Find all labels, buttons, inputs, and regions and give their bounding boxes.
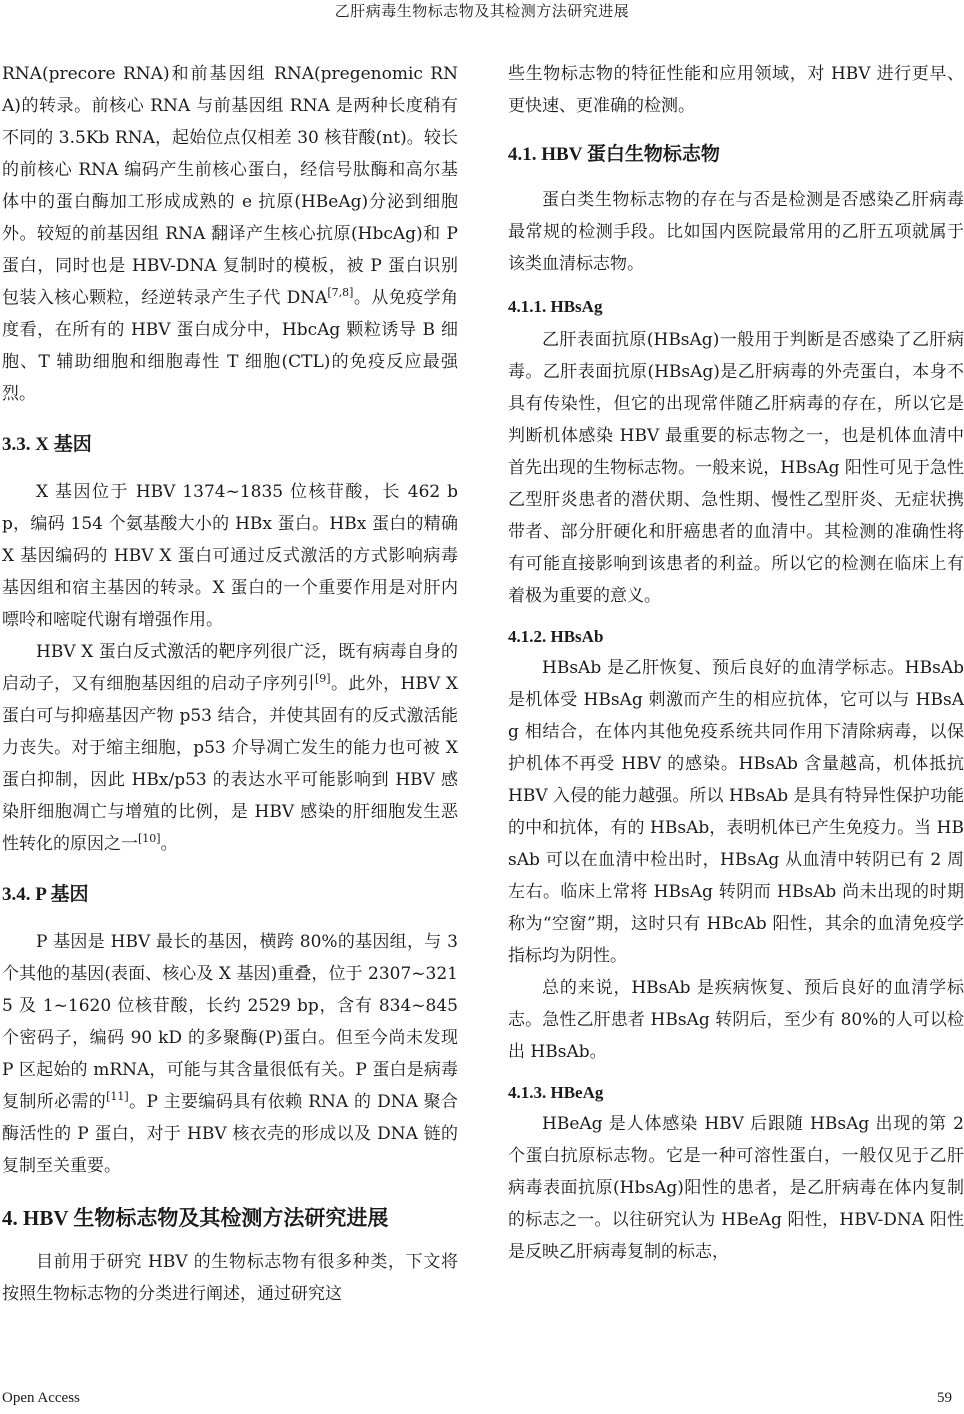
paragraph-p-gene: P 基因是 HBV 最长的基因，横跨 80%的基因组，与 3 个其他的基因(表面、核心及 X 基因)重叠，位于 2307~3215 及 1~1620 位核苷酸，长约 2529 bp，含有 834~845 个密码子，编码 90 kD 的多聚酶(P)蛋白。但至今尚未发现 P 区起始的 mRNA，可能与其含量很低有关。P 蛋白是病毒复制所必需的[11]。P 主要编码具有依赖 RNA 的 DNA 聚合酶活性的 P 蛋白，对于 HBV 核衣壳的形成以及 DNA 链的复制至关重要。 [2, 932, 458, 1176]
paragraph-hbeag: HBeAg 是人体感染 HBV 后跟随 HBsAg 出现的第 2 个蛋白抗原标志物。它是一种可溶性蛋白，一般仅见于乙肝病毒表面抗原(HbsAg)阳性的患者，是乙肝病毒在体内复制的标志之一。以往研究认为 HBeAg 阳性，HBV-DNA 阳性是反映乙肝病毒复制的标志， [508, 1114, 964, 1262]
section-heading-4-1-1: 4.1.1. HBsAg [508, 297, 603, 316]
paragraph-hbsab-summary: 总的来说，HBsAb 是疾病恢复、预后良好的血清学标志。急性乙肝患者 HBsAg 转阴后，至少有 80%的人可以检出 HBsAb。 [508, 978, 964, 1062]
paragraph-protein-markers: 蛋白类生物标志物的存在与否是检测是否感染乙肝病毒最常规的检测手段。比如国内医院最常用的乙肝五项就属于该类血清标志物。 [508, 190, 964, 274]
paragraph-section-4-intro: 目前用于研究 HBV 的生物标志物有很多种类，下文将按照生物标志物的分类进行阐述，通过研究这 [2, 1252, 458, 1304]
section-heading-4-1-2: 4.1.2. HBsAb [508, 627, 604, 646]
paragraph-x-gene: X 基因位于 HBV 1374~1835 位核苷酸，长 462 bp，编码 154 个氨基酸大小的 HBx 蛋白。HBx 蛋白的精确 X 基因编码的 HBV X 蛋白可通过反式激活的方式影响病毒基因组和宿主基因的转录。X 蛋白的一个重要作用是对肝内嘌呤和嘧啶代谢有增强作用。 [2, 482, 458, 630]
section-heading-3-3: 3.3. X 基因 [2, 434, 92, 455]
section-heading-3-4: 3.4. P 基因 [2, 884, 89, 905]
left-column [2, 58, 458, 1310]
paragraph-rna-transcription: RNA(precore RNA)和前基因组 RNA(pregenomic RNA)的转录。前核心 RNA 与前基因组 RNA 是两种长度稍有不同的 3.5Kb RNA，起始位点仅相差 30 核苷酸(nt)。较长的前核心 RNA 编码产生前核心蛋白，经信号肽酶和高尔基体中的蛋白酶加工形成成熟的 e 抗原(HBeAg)分泌到细胞外。较短的前基因组 RNA 翻译产生核心抗原(HbcAg)和 P 蛋白，同时也是 HBV-DNA 复制时的模板，被 P 蛋白识别包装入核心颗粒，经逆转录产生子代 DNA[7,8]。从免疫学角度看，在所有的 HBV 蛋白成分中，HbcAg 颗粒诱导 B 细胞、T 辅助细胞和细胞毒性 T 细胞(CTL)的免疫反应最强烈。 [2, 64, 459, 404]
citation: [11] [106, 1090, 129, 1103]
page-number: 59 [937, 1390, 952, 1406]
citation: [10] [138, 832, 161, 845]
right-column [508, 58, 964, 1268]
section-heading-4-1-3: 4.1.3. HBeAg [508, 1083, 604, 1102]
citation: [7,8] [327, 286, 354, 299]
paragraph-continued: 些生物标志物的特征性能和应用领域，对 HBV 进行更早、更快速、更准确的检测。 [508, 64, 964, 116]
section-heading-4-1: 4.1. HBV 蛋白生物标志物 [508, 144, 720, 165]
paragraph-hbsab: HBsAb 是乙肝恢复、预后良好的血清学标志。HBsAb 是机体受 HBsAg 刺激而产生的相应抗体，它可以与 HBsAg 相结合，在体内其他免疫系统共同作用下清除病毒，以保护机体不再受 HBV 的感染。HBsAb 含量越高，机体抵抗 HBV 入侵的能力越强。所以 HBsAb 是具有特异性保护功能的中和抗体，有的 HBsAb，表明机体已产生免疫力。当 HBsAb 可以在血清中检出时，HBsAg 从血清中转阴已有 2 周左右。临床上常将 HBsAg 转阴而 HBsAb 尚未出现的时期称为“空窗”期，这时只有 HBcAb 阳性，其余的血清免疫学指标均为阴性。 [508, 658, 964, 966]
citation: [9] [314, 672, 331, 685]
paragraph-hbsag: 乙肝表面抗原(HBsAg)一般用于判断是否感染了乙肝病毒。乙肝表面抗原(HBsAg)是乙肝病毒的外壳蛋白，本身不具有传染性，但它的出现常伴随乙肝病毒的存在，所以它是判断机体感染 HBV 最重要的标志物之一，也是机体血清中首先出现的生物标志物。一般来说，HBsAg 阳性可见于急性乙型肝炎患者的潜伏期、急性期、慢性乙型肝炎、无症状携带者、部分肝硬化和肝癌患者的血清中。其检测的准确性将有可能直接影响到该患者的利益。所以它的检测在临床上有着极为重要的意义。 [508, 330, 964, 606]
journal-label: Open Access [2, 1390, 80, 1406]
paragraph-x-protein: HBV X 蛋白反式激活的靶序列很广泛，既有病毒自身的启动子，又有细胞基因组的启动子序列引[9]。此外，HBV X 蛋白可与抑癌基因产物 p53 结合，并使其固有的反式激活能力丧失。对于缩主细胞，p53 介导凋亡发生的能力也可被 X 蛋白抑制，因此 HBx/p53 的表达水平可能影响到 HBV 感染肝细胞凋亡与增殖的比例，是 HBV 感染的肝细胞发生恶性转化的原因之一[10]。 [2, 642, 459, 854]
running-header: 乙肝病毒生物标志物及其检测方法研究进展 [334, 2, 630, 20]
section-heading-4: 4. HBV 生物标志物及其检测方法研究进展 [2, 1206, 389, 1230]
